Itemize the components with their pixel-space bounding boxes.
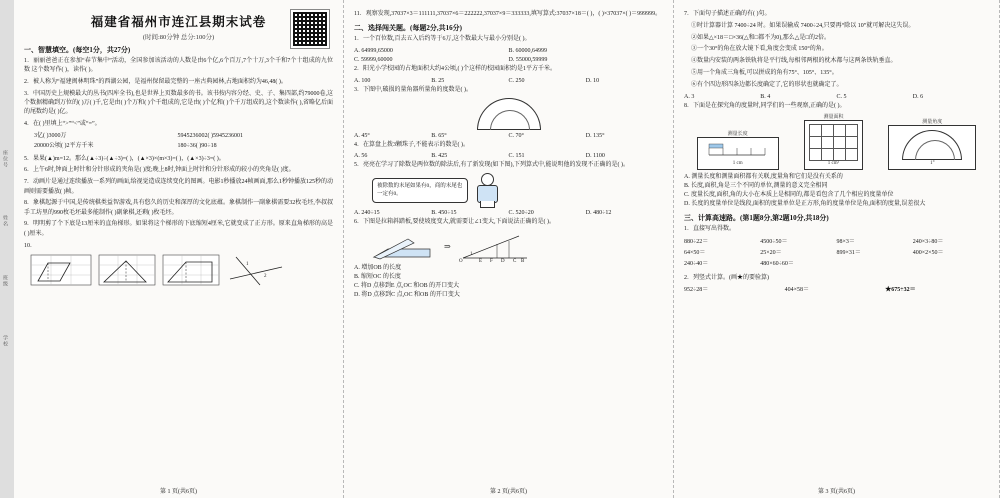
svg-text:F: F <box>489 259 493 263</box>
calc-1-1-2: 899×31＝ <box>836 249 861 256</box>
mc-5-stem: 5．亮亮在学习了除数是两位数的除法后,有了新发现(如下图),下列算式中,能说明他的发现不正确的是( )。 <box>354 162 629 169</box>
svg-text:1: 1 <box>246 262 249 268</box>
mc-2-options[interactable] <box>354 77 663 86</box>
measure-angle-figure <box>888 118 976 170</box>
calc-1-1-0: 64×50＝ <box>684 249 706 256</box>
question-4: 4．在( )里填上“>”“<”或“=”。 <box>24 121 101 128</box>
compare-row-1-right: 180÷36( )90÷18 <box>177 143 217 150</box>
page-2-footer: 第 2 页(共6页) <box>490 489 527 495</box>
page-2 <box>344 0 674 498</box>
svg-text:O: O <box>458 259 463 263</box>
mc-7-option-d[interactable]: D. 6 <box>912 93 924 100</box>
mc-1-option-a[interactable]: A. 64999,65000 <box>354 48 393 55</box>
mc-8-options[interactable] <box>684 173 989 209</box>
mc-1-option-d[interactable]: D. 55000,59999 <box>508 57 548 64</box>
page-1 <box>14 0 344 498</box>
calc-1-2-0: 240÷40＝ <box>684 260 709 267</box>
mc-6-figure <box>368 230 663 262</box>
mc-7-item-3: ③一个30°的角在放大镜下看,角度会变成 150°的角。 <box>691 46 828 53</box>
mc-7-option-c[interactable]: C. 5 <box>836 93 847 100</box>
mc-2-option-d[interactable]: D. 10 <box>585 77 600 84</box>
compare-row-0-right: 5945236002( )5945236001 <box>177 133 244 140</box>
mc-7-item-2: ②如果△×18＝□×36(△和□都不为0),那么△是□的2倍。 <box>691 34 830 41</box>
mc-4-stem: 4．在算盘上拨3颗珠子,不能表示的数是( )。 <box>354 141 469 148</box>
mc-3-option-c[interactable]: C. 70° <box>508 132 524 139</box>
mc-5-option-b[interactable]: B. 450÷15 <box>431 210 457 217</box>
mc-5-option-c[interactable]: C. 520÷20 <box>508 210 534 217</box>
figure-trapezoid-grid <box>162 253 220 287</box>
mc-5-options[interactable] <box>354 209 663 218</box>
measure-length-note: 1 cm <box>732 161 743 167</box>
student-illustration <box>474 173 500 207</box>
mc-7-options[interactable] <box>684 93 989 102</box>
mc-8-option-a[interactable]: A. 测量长度和测量面积都有关联,度量角和它们是没有关系的 <box>684 174 843 181</box>
mc-3-option-b[interactable]: B. 65° <box>431 132 447 139</box>
svg-text:B: B <box>520 259 525 263</box>
calc-1-row <box>684 248 989 259</box>
mc-1-stem: 1．一个百位数,百去五入后约等于6万,这个数最大与最小分别是( )。 <box>354 36 531 43</box>
gutter-mark-1: 姓名 <box>2 215 7 227</box>
discovery-callout: 被除数的末尾如果有0，商的末尾也一定有0。 <box>372 178 468 203</box>
calc-1-2-2 <box>837 259 913 270</box>
figure-angle-lines <box>226 253 288 287</box>
calc-1-0-1: 4500÷50＝ <box>760 239 788 246</box>
calc-2-label: 2．列竖式计算。(画★的要验算) <box>684 274 769 281</box>
gutter-mark-2: 班级 <box>2 275 7 287</box>
question-7: 7．动画片是通过连续播放一系列的画面,给视觉造成连续变化的图画。电影1秒播放24帧画面,那么1秒钟播放125秒的动画则需要播放( )帧。 <box>24 179 334 195</box>
question-8: 8．象棋起源于中国,是传统棋类益智游戏,具有悠久的历史和深厚的文化底蕴。象棋制作一副象棋需要32枚毛坯,李叔叔手工坊里的990枚毛坯最多能制作( )副象棋,还剩( )枚毛坯。 <box>24 200 333 216</box>
measure-angle-note: 1° <box>930 161 935 167</box>
question-2: 2．被人称为“福建闽林明珠”的西湖公园，是福州保留最完整的一座古典园林,占地面积约为46,48( )。 <box>24 79 287 86</box>
measure-area-label: 测量面积 <box>823 115 844 121</box>
page-title: 福建省福州市连江县期末试卷 <box>90 15 267 29</box>
protractor-icon <box>477 98 541 130</box>
mc-3-option-a[interactable]: A. 45° <box>354 132 370 139</box>
calc-1-row <box>684 237 989 248</box>
mc-6-option-a[interactable]: A. 增加OB 的长度 <box>354 265 402 272</box>
section-3-heading: 三、计算高速路。(第1题8分,第2题10分,共18分) <box>684 214 829 223</box>
mc-5-option-d[interactable]: D. 480÷12 <box>585 210 612 217</box>
calc-1-row <box>684 259 989 270</box>
mc-7-option-b[interactable]: B. 4 <box>760 93 771 100</box>
mc-1-options[interactable] <box>354 47 663 65</box>
mc-8-option-c[interactable]: C. 度量长度,面积,角的大小在本质上是相同的,都是看包含了几个相应的度量单位 <box>684 192 894 199</box>
question-1: 1．丽丽爸爸正在参加“春节集中”活动，全国参加该活动的人数是由6个亿,6个百万,7个十万,3个千和7个十组成的九位数 这个数写作( )，读作( )。 <box>24 58 333 74</box>
measure-length-figure <box>697 130 779 170</box>
left-gutter <box>0 0 15 498</box>
mc-2-option-b[interactable]: B. 25 <box>431 77 445 84</box>
calc-1-0-3: 240×3÷80＝ <box>912 239 944 246</box>
svg-text:E: E <box>478 259 482 263</box>
angle-diagram <box>457 230 535 262</box>
mc-5-figure <box>372 173 663 207</box>
calc-1-0-2: 98×3＝ <box>836 239 855 246</box>
question-10-figures <box>30 253 333 287</box>
mc-3-option-d[interactable]: D. 135° <box>585 132 605 139</box>
calc-2-list <box>684 285 989 296</box>
arrow-icon: ⇒ <box>444 241 451 251</box>
mc-4-option-c[interactable]: C. 151 <box>508 153 525 160</box>
question-6: 6．上午6时,钟面上时针和分针形成的夹角是( )度;晚上8时,钟面上时针和分针形成的较小的夹角是( )度。 <box>24 167 295 174</box>
calc-1-1-3: 400×2×50＝ <box>912 249 944 256</box>
calc-2-0: 952÷28＝ <box>684 287 709 294</box>
mc-4-option-a[interactable]: A. 56 <box>354 153 368 160</box>
compare-row-1-left: 20000公顷( )2平方千米 <box>34 143 94 150</box>
question-9: 9．明明剪了个下底是13厘米的直角梯形。如果将这个梯形的下底缩短4厘米,它就变成了正方形。原来直角梯形的高是( )厘米。 <box>24 221 333 237</box>
calc-2-row <box>684 285 989 296</box>
page-1-footer: 第 1 页(共6页) <box>160 489 197 495</box>
mc-3-stem: 3．下图中,破损的量角器所量角的度数是( )。 <box>354 86 472 93</box>
mc-7-item-4: ④数量内安装的两条铁轨将是平行线,每相邻两根的枕木都与这两条铁轨垂直。 <box>691 58 897 65</box>
mc-2-option-c[interactable]: C. 250 <box>508 77 525 84</box>
calc-1-1-1: 25×20＝ <box>760 249 782 256</box>
mc-4-options[interactable] <box>354 152 663 161</box>
measure-length-label: 测量长度 <box>727 132 748 138</box>
ruler-icon <box>707 141 769 161</box>
mc-2-stem: 2．阳光小学校园的占地面积大约4公顷,( )个这样的校园面积约是1平方千米。 <box>354 66 556 73</box>
gutter-mark-0: 座位号 <box>2 150 7 168</box>
mc-6-option-b[interactable]: B. 缩短OC 的长度 <box>354 274 401 281</box>
mc-8-figures <box>684 113 989 170</box>
svg-text:2: 2 <box>264 274 267 280</box>
gutter-mark-3: 学校 <box>2 335 7 347</box>
measure-area-note: 1 cm² <box>827 161 840 167</box>
mc-8-option-b[interactable]: B. 长度,面积,角是三个不同的单位,测量的意义完全相同 <box>684 183 828 190</box>
mc-7-option-a[interactable]: A. 3 <box>684 93 695 100</box>
protractor-small-icon <box>902 130 962 160</box>
mc-8-stem: 8．下面是在探究角的度量时,同学们的一些观察,正确的是( )。 <box>684 102 846 109</box>
figure-parallelogram-grid <box>30 253 92 287</box>
qr-code-icon <box>291 10 329 48</box>
ramp-illustration-icon <box>368 231 438 261</box>
question-10: 10． <box>24 242 37 249</box>
calc-1-label: 1．直接写出得数。 <box>684 226 736 233</box>
calc-2-1: 404×58＝ <box>784 287 810 294</box>
mc-7-item-1: ①时计算器计算 7400÷24 时。如果误输成 7400÷24,只要再“除以 10”就可解决这失误。 <box>691 22 915 29</box>
section-2-heading: 二、选择闯关题。(每题2分,共16分) <box>354 24 462 33</box>
mc-1-option-c[interactable]: C. 59999,60000 <box>354 57 393 64</box>
calc-1-list <box>684 237 989 269</box>
area-grid-icon <box>809 124 858 161</box>
page-3 <box>674 0 1000 498</box>
mc-6-stem: 6．下图是拉箱斜踏板,要使坡度变大,就需要让∠1变大,下面说法正确的是( )。 <box>354 219 556 226</box>
mc-6-options[interactable] <box>354 264 663 300</box>
page-3-footer: 第 3 页(共6页) <box>818 489 855 495</box>
page-subtitle: (时间:80分钟 总分:100分) <box>142 34 215 41</box>
mc-4-option-d[interactable]: D. 1100 <box>585 153 605 160</box>
mc-8-option-d[interactable]: D. 长度的度量单位是线段,面积的度量单位是正方形,角的度量单位是角,面积的度量,误差很大 <box>684 201 926 208</box>
calc-1-2-3 <box>913 259 989 270</box>
svg-text:C: C <box>512 259 517 263</box>
question-5: 5．果果(▲)m=12。那么(▲÷3)÷(▲÷3)=( )，(▲×3)×(m×3)=( )，(▲×3)÷3=( )。 <box>24 155 225 162</box>
mc-3-options[interactable] <box>354 132 663 141</box>
compare-row-0-left: 3亿( )3000万 <box>34 133 67 140</box>
mc-7-item-5: ⑤用一个角成三角板,可以拼成的角有75°、105°、135°。 <box>691 69 838 76</box>
mc-6-option-c[interactable]: C. 将D 点移到E 点,OC 和OB 的开口变大 <box>354 283 460 290</box>
measure-area-figure <box>804 113 863 170</box>
measure-angle-label: 测量角度 <box>922 120 943 126</box>
mc-6-option-d[interactable]: D. 将D 点移到C 点,OC 和OB 的开口变大 <box>354 292 460 299</box>
figure-triangle-grid <box>98 253 156 287</box>
section-1-heading: 一、智慧填空。(每空1分，共27分) <box>24 46 131 54</box>
mc-7-item-6: ⑥有个四边形四条边都长度确定了,它的形状也就确定了。 <box>691 81 843 88</box>
mc-7-stem: 7．下面句子描述正确的有( )句。 <box>684 11 771 17</box>
protractor-figure <box>354 98 663 130</box>
mc-1-option-b[interactable]: B. 60000,64999 <box>508 48 548 55</box>
calc-1-0-0: 880÷22＝ <box>684 239 709 246</box>
mc-4-option-b[interactable]: B. 425 <box>431 153 448 160</box>
mc-5-option-a[interactable]: A. 240÷15 <box>354 210 380 217</box>
mc-2-option-a[interactable]: A. 100 <box>354 77 371 84</box>
question-3: 3．中国历史上规模最大的丛书(四库全书),也是世界上页数最多的书。该书按内容分经、史、子、集四部,约79000卷,这个数据精确到万位的( )万( )千,它是由( )个万和( )个千组成的,它是由( )个亿和( )个千万组成的,这个数读作( ),省略亿后面的尾数约是( )亿。 <box>24 90 333 116</box>
question-11: 11．观察发现,37037×3＝111111,37037×6＝222222,37037×9＝333333,填写算式:37037×18＝( )，( )×37037×( )＝999999。 <box>354 11 662 17</box>
calc-2-2: ★675÷32＝ <box>885 287 916 294</box>
svg-text:1: 1 <box>469 252 473 258</box>
svg-text:D: D <box>500 259 505 263</box>
calc-1-2-1: 480×60÷60＝ <box>760 260 794 267</box>
